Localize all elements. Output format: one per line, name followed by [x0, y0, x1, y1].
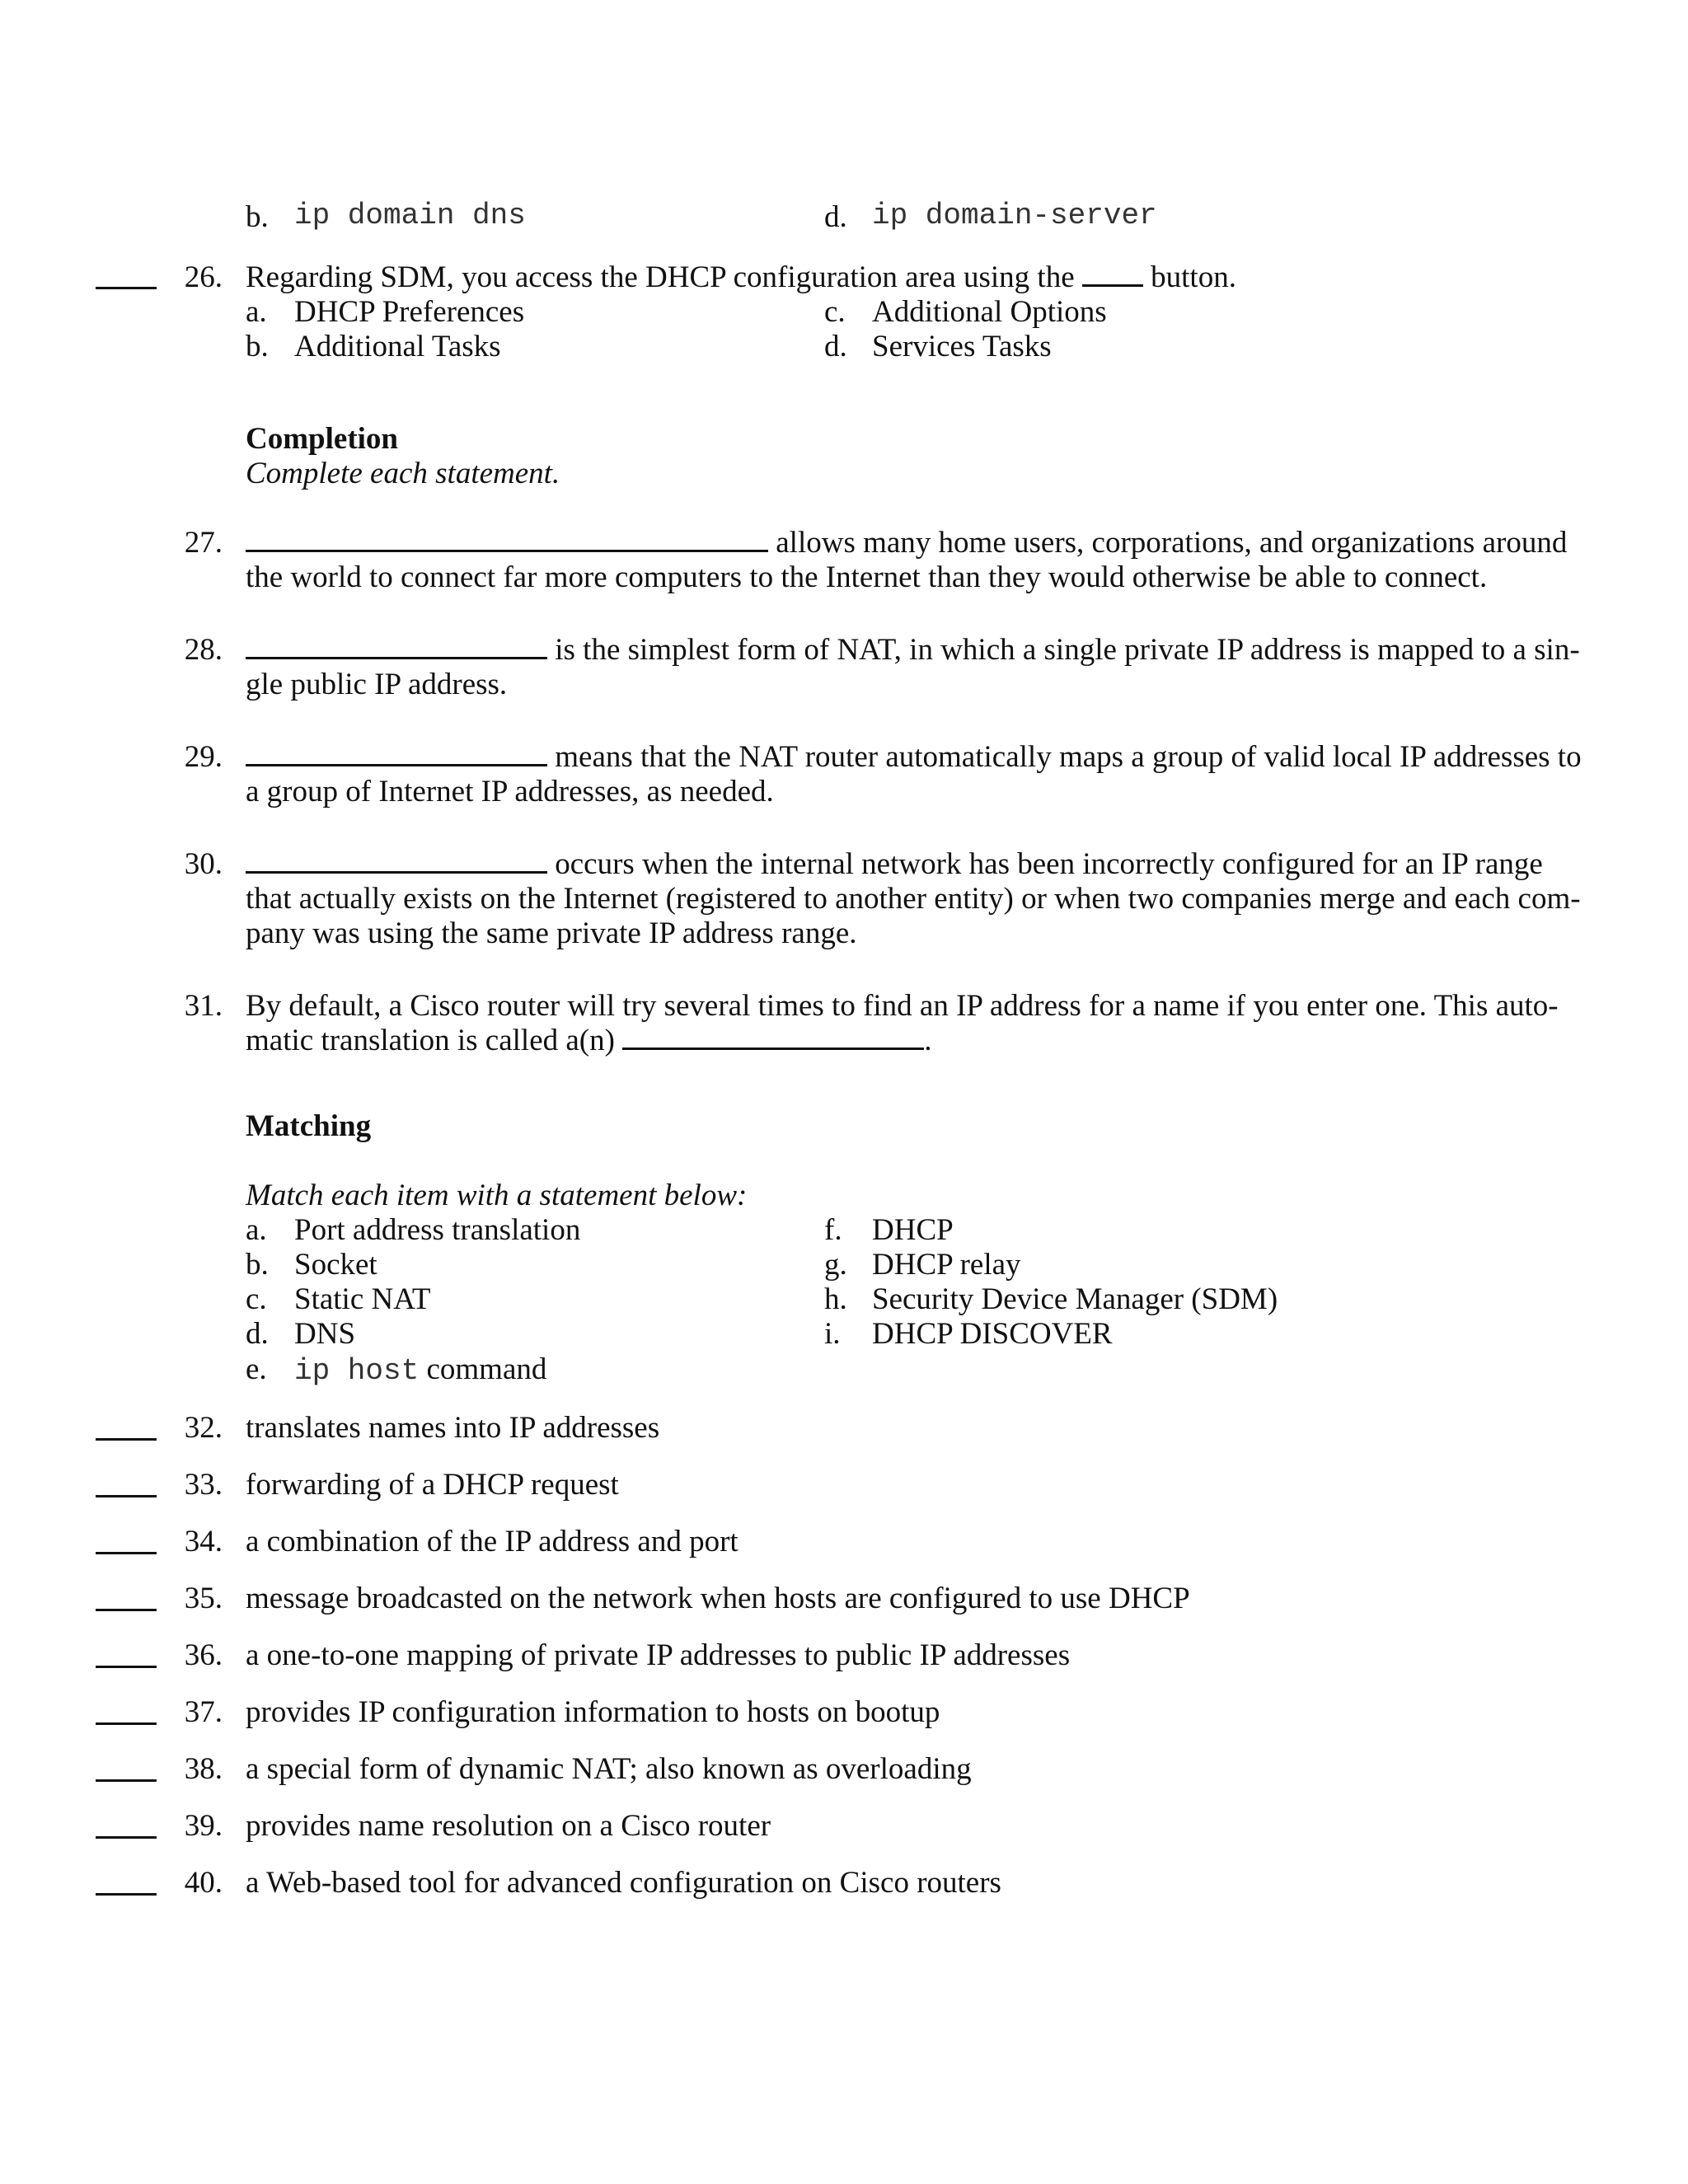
option-text: DHCP [872, 1213, 954, 1247]
option-letter: h. [824, 1282, 847, 1316]
option-text: Static NAT [294, 1282, 431, 1316]
answer-blank[interactable] [96, 1438, 157, 1441]
question-number: 36. [184, 1638, 223, 1672]
question-number: 40. [184, 1866, 223, 1900]
question-stem [246, 635, 1580, 665]
fill-blank[interactable] [246, 763, 547, 766]
question-text: allows many home users, corporations, and organizations around [776, 526, 1568, 560]
option-letter: d. [246, 1317, 269, 1351]
fill-blank[interactable] [1082, 284, 1143, 287]
question-number: 39. [184, 1809, 223, 1843]
section-heading: Matching [246, 1109, 372, 1143]
question-number: 28. [184, 633, 223, 667]
option-text: Port address translation [294, 1213, 581, 1247]
option-letter: a. [246, 295, 267, 329]
answer-blank[interactable] [96, 287, 157, 289]
question-number: 26. [184, 260, 223, 294]
question-number: 32. [184, 1411, 223, 1445]
section-instruction: Match each item with a statement below: [246, 1179, 748, 1212]
question-stem [246, 742, 1582, 772]
option-text [294, 1354, 546, 1386]
fill-blank[interactable] [246, 870, 547, 874]
option-text: DHCP Preferences [294, 295, 525, 329]
option-letter: b. [246, 200, 269, 234]
section-instruction: Complete each statement. [246, 457, 560, 490]
question-text: a combination of the IP address and port [246, 1525, 738, 1558]
option-text: ip domain-server [872, 199, 1157, 232]
question-text: a group of Internet IP addresses, as needed. [246, 775, 774, 808]
option-letter: f. [824, 1213, 842, 1247]
question-text: means that the NAT router automatically maps a group of valid local IP addresses to [555, 740, 1582, 774]
answer-blank[interactable] [96, 1609, 157, 1611]
question-text: occurs when the internal network has been incorrectly configured for an IP range [555, 847, 1543, 881]
question-number: 29. [184, 740, 223, 774]
question-text: a Web-based tool for advanced configuration on Cisco routers [246, 1866, 1001, 1900]
question-text: provides IP configuration information to hosts on bootup [246, 1695, 940, 1729]
option-letter: b. [246, 330, 269, 363]
question-number: 33. [184, 1468, 223, 1502]
option-text: DNS [294, 1317, 356, 1351]
option-letter: d. [824, 330, 847, 363]
question-text: that actually exists on the Internet (registered to another entity) or when two companies merge and each com- [246, 882, 1581, 916]
question-text: message broadcasted on the network when hosts are configured to use DHCP [246, 1582, 1190, 1615]
option-letter: c. [824, 295, 846, 329]
option-code: ip host [294, 1354, 420, 1388]
question-text-end: . [924, 1024, 932, 1057]
question-number: 34. [184, 1525, 223, 1558]
question-number: 31. [184, 989, 223, 1023]
option-letter: c. [246, 1282, 267, 1316]
question-number: 30. [184, 847, 223, 881]
question-text: forwarding of a DHCP request [246, 1468, 619, 1502]
fill-blank[interactable] [246, 656, 547, 659]
question-stem [246, 527, 1567, 558]
question-stem [246, 1025, 931, 1056]
answer-blank[interactable] [96, 1722, 157, 1725]
option-text: Security Device Manager (SDM) [872, 1282, 1278, 1316]
question-text: pany was using the same private IP address range. [246, 916, 857, 950]
question-stem [246, 262, 1236, 293]
option-letter: a. [246, 1213, 267, 1247]
fill-blank[interactable] [246, 549, 768, 552]
answer-blank[interactable] [96, 1666, 157, 1668]
option-text: DHCP relay [872, 1248, 1021, 1282]
option-text: Services Tasks [872, 330, 1052, 363]
answer-blank[interactable] [96, 1779, 157, 1782]
answer-blank[interactable] [96, 1893, 157, 1896]
question-number: 27. [184, 526, 223, 560]
question-number: 35. [184, 1582, 223, 1615]
fill-blank[interactable] [622, 1047, 924, 1050]
answer-blank[interactable] [96, 1836, 157, 1839]
question-text: is the simplest form of NAT, in which a single private IP address is mapped to a sin- [555, 633, 1580, 667]
option-text: Socket [294, 1248, 377, 1282]
question-text: the world to connect far more computers to the Internet than they would otherwise be able to connect. [246, 560, 1488, 594]
answer-blank[interactable] [96, 1495, 157, 1497]
option-text: DHCP DISCOVER [872, 1317, 1113, 1351]
option-text: Additional Options [872, 295, 1107, 329]
option-text: Additional Tasks [294, 330, 501, 363]
option-text: ip domain dns [294, 199, 526, 232]
question-number: 38. [184, 1752, 223, 1786]
question-text: provides name resolution on a Cisco router [246, 1809, 771, 1843]
question-stem-start: Regarding SDM, you access the DHCP configuration area using the [246, 260, 1075, 294]
question-text: matic translation is called a(n) [246, 1024, 615, 1057]
question-text: a one-to-one mapping of private IP addresses to public IP addresses [246, 1638, 1071, 1672]
option-letter: b. [246, 1248, 269, 1282]
section-heading: Completion [246, 422, 398, 456]
question-stem [246, 849, 1543, 879]
answer-blank[interactable] [96, 1552, 157, 1554]
option-text-suffix: command [426, 1352, 547, 1386]
question-number: 37. [184, 1695, 223, 1729]
question-stem-end: button. [1151, 260, 1236, 294]
option-letter: i. [824, 1317, 841, 1351]
option-letter: g. [824, 1248, 847, 1282]
question-text: translates names into IP addresses [246, 1411, 660, 1445]
question-text: By default, a Cisco router will try several times to find an IP address for a name if you enter one. This auto- [246, 989, 1559, 1023]
question-text: a special form of dynamic NAT; also known as overloading [246, 1752, 972, 1786]
option-letter: e. [246, 1352, 267, 1386]
option-letter: d. [824, 200, 847, 234]
question-text: gle public IP address. [246, 668, 508, 701]
